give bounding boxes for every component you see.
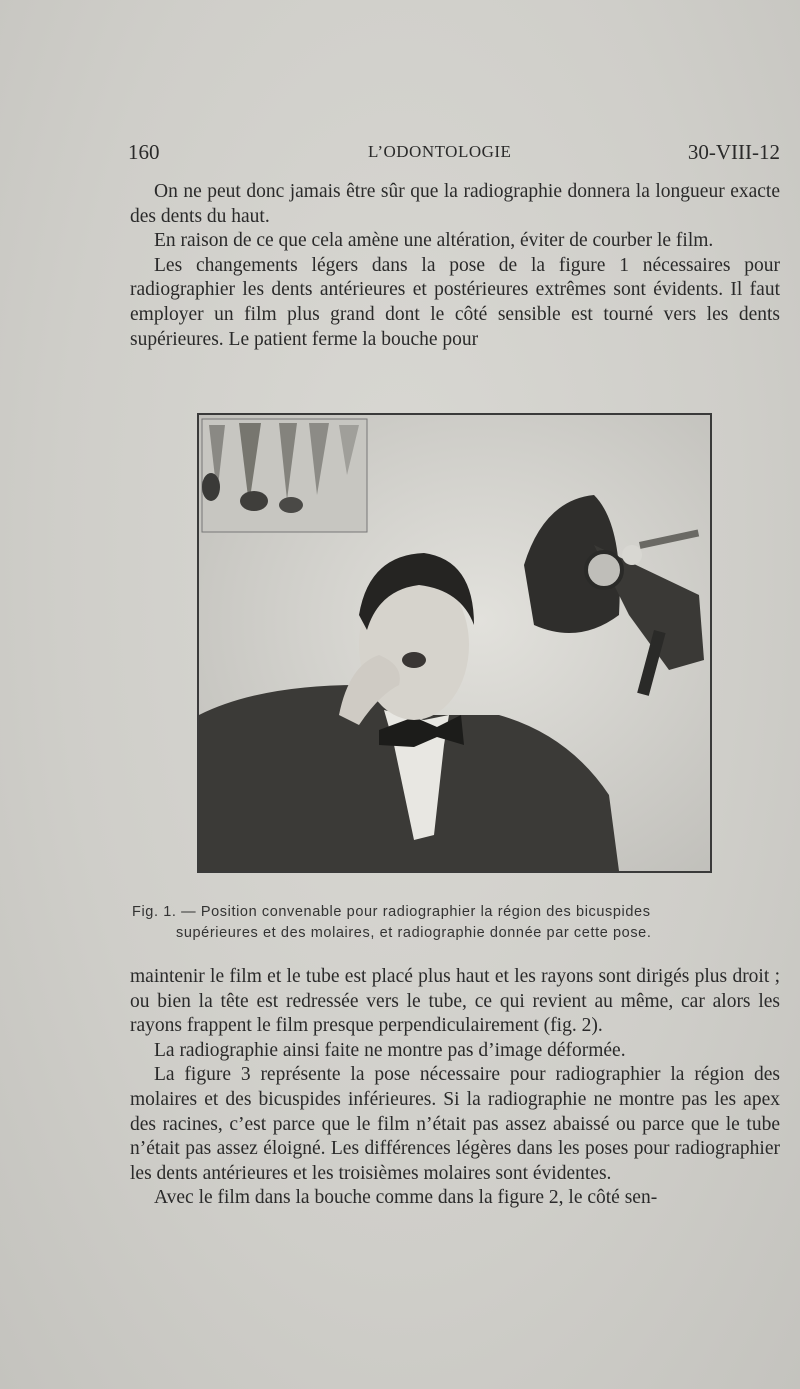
paragraph: La radiographie ainsi faite ne montre pas d’image déformée. [154,1039,626,1061]
photo-patient-xray-pose [199,415,710,871]
radiograph-print [202,419,367,532]
paragraph: La figure 3 représente la pose nécessaire pour radiographier la région des molaires et des bicuspides inférieures. Si la radiographie ne montre pas les apex des racines, c’est parce que le film n’était pas assez abaissé ou parce que le tube n’était pas assez éloigné. Les différences légères dans les poses pour radiographier les dents antérieures et les troisièmes molaires sont évidentes. [130,1064,780,1184]
paragraph: En raison de ce que cela amène une altération, éviter de courber le film. [154,230,714,252]
page-number: 160 [128,140,160,164]
issue-date: 30-VIII-12 [687,140,780,164]
paragraph: On ne peut donc jamais être sûr que la radiographie donnera la longueur exacte des dents du haut. [130,181,780,227]
journal-title: L’ODONTOLOGIE [368,142,512,161]
figure-caption [132,902,780,944]
body-text-bottom [130,965,780,1211]
running-head [128,140,780,170]
body-text-top [130,180,780,352]
figure-photograph [197,413,712,873]
paragraph: Les changements légers dans la pose de la figure 1 nécessaires pour radiographier les dents antérieures et postérieures extrêmes sont évidents. Il faut employer un film plus grand dont le côté sensible est tourné vers les dents supérieures. Le patient ferme la bouche pour [130,254,780,350]
caption-line: Fig. 1. — Position convenable pour radiographier la région des bicuspides [132,904,651,920]
caption-line: supérieures et des molaires, et radiographie donnée par cette pose. [176,925,652,941]
paragraph: Avec le film dans la bouche comme dans la figure 2, le côté sen- [154,1187,658,1209]
paragraph: maintenir le film et le tube est placé plus haut et les rayons sont dirigés plus droit ; ou bien la tête est redressée vers le tube, ce qui revient au même, car alors les rayons frappent le film presque perpendiculairement (fig. 2). [130,966,780,1037]
